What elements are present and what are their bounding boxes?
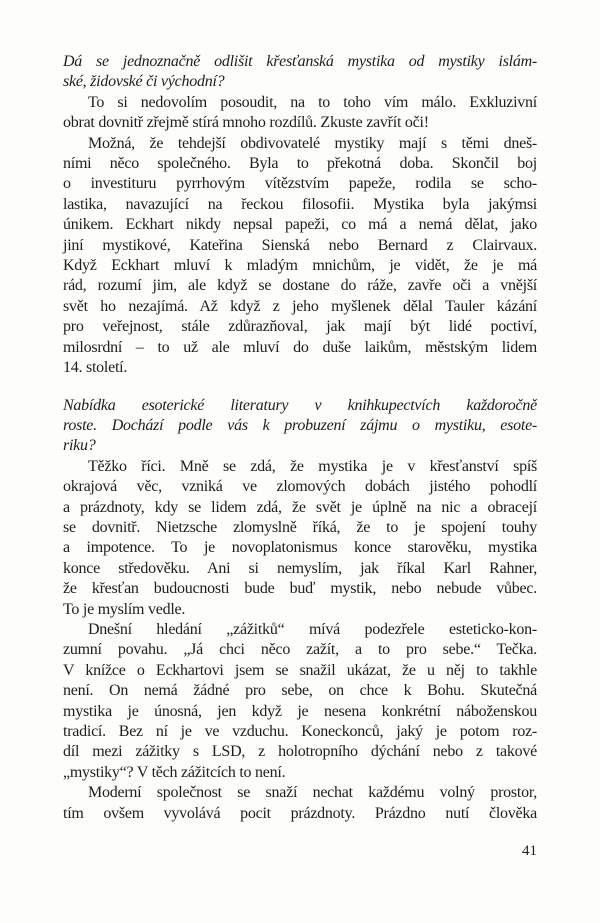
answer-block <box>63 457 537 824</box>
text-line: konce středověku. Ani si nemyslím, jak říkal Karl Rahner, <box>63 559 537 577</box>
text-line: lastika, navazující na řeckou filosofii. Mystika byla jakýmsi <box>63 195 537 213</box>
text-line: riku? <box>63 437 96 455</box>
text-line: Moderní společnost se snaží nechat každému volný prostor, <box>88 784 537 802</box>
text-line: roste. Dochází podle vás k probuzení zájmu o mystiku, esote- <box>63 416 537 434</box>
text-line: Možná, že tehdejší obdivovatelé mystiky mají s těmi dneš- <box>88 134 537 152</box>
text-block <box>63 52 537 824</box>
text-line: milosrdní – to už ale mluví do duše laikům, městským lidem <box>63 338 537 356</box>
text-line: Nabídka esoterické literatury v knihkupectvích každoročně <box>63 396 537 414</box>
answer-block <box>63 93 537 379</box>
text-line: pro veřejnost, stále zdůrazňoval, jak mají být lidé poctiví, <box>63 318 537 336</box>
text-line: Těžko říci. Mně se zdá, že mystika je v křesťanství spíš <box>88 457 537 475</box>
text-line: o investituru pyrrhovým vítězstvím papeže, rodila se scho- <box>63 175 537 193</box>
text-line: 14. století. <box>63 359 128 377</box>
text-line: ními něco společného. Byla to překotná doba. Skončil boj <box>63 155 537 173</box>
text-line: To je myslím vedle. <box>63 600 186 618</box>
text-line: tím ovšem vyvolává pocit prázdnoty. Prázdno nutí člověka <box>63 804 537 822</box>
text-line: a impotence. To je novoplatonismus konce starověku, mystika <box>63 539 537 557</box>
text-line: Dnešní hledání „zážitků“ mívá podezřele esteticko-kon- <box>88 620 537 638</box>
text-line: jiní mystikové, Kateřina Sienská nebo Bernard z Clairvaux. <box>63 236 537 254</box>
text-line: okrajová věc, vzniká ve zlomových dobách jistého pohodlí <box>63 478 537 496</box>
text-line: rád, rozumí jim, ale když se dostane do ráže, zavře oči a vnější <box>63 277 537 295</box>
text-line: tradicí. Bez ní je ve vzduchu. Koneckonců, jaký je potom roz- <box>63 723 537 740</box>
text-line: V knížce o Eckhartovi jsem se snažil ukázat, že u něj to takhle <box>63 661 537 679</box>
text-line: zumní povahu. „Já chci něco zažít, a to pro sebe.“ Tečka. <box>63 641 537 659</box>
text-line: Když Eckhart mluví k mladým mnichům, je vidět, že je má <box>63 257 537 275</box>
question-block <box>63 52 537 93</box>
text-line: „mystiky“? V těch zážitcích to není. <box>63 763 286 781</box>
text-line: svět ho nezajímá. Až když z jeho myšlenek dělal Tauler kázání <box>63 297 537 315</box>
text-line: se dovnitř. Nietzsche zlomyslně říká, že to je spojení touhy <box>63 518 537 536</box>
page-number: 41 <box>522 843 537 859</box>
question-block <box>63 396 537 457</box>
text-line: ské, židovské či východní? <box>63 73 225 91</box>
text-line: díl mezi zážitky s LSD, z holotropního dýchání nebo z takové <box>63 743 537 761</box>
text-line: obrat dovnitř zřejmě stírá mnoho rozdílů. Zkuste zavřít oči! <box>63 114 429 132</box>
text-line: že křesťan budoucnosti bude buď mystik, nebo nebude vůbec. <box>63 580 537 598</box>
text-line: Dá se jednoznačně odlišit křesťanská mystika od mystiky islám- <box>63 53 537 70</box>
text-line: únikem. Eckhart nikdy nepsal papeži, co má a nemá dělat, jako <box>63 216 537 234</box>
text-line: To si nedovolím posoudit, na to toho vím málo. Exkluzivní <box>88 93 537 111</box>
text-line: mystika je únosná, jen když je nesena konkrétní náboženskou <box>63 702 537 720</box>
text-line: není. On nemá žádné pro sebe, on chce k Bohu. Skutečná <box>63 682 537 700</box>
text-line: a prázdnoty, kdy se lidem zdá, že svět je úplně na nic a obracejí <box>63 498 537 516</box>
